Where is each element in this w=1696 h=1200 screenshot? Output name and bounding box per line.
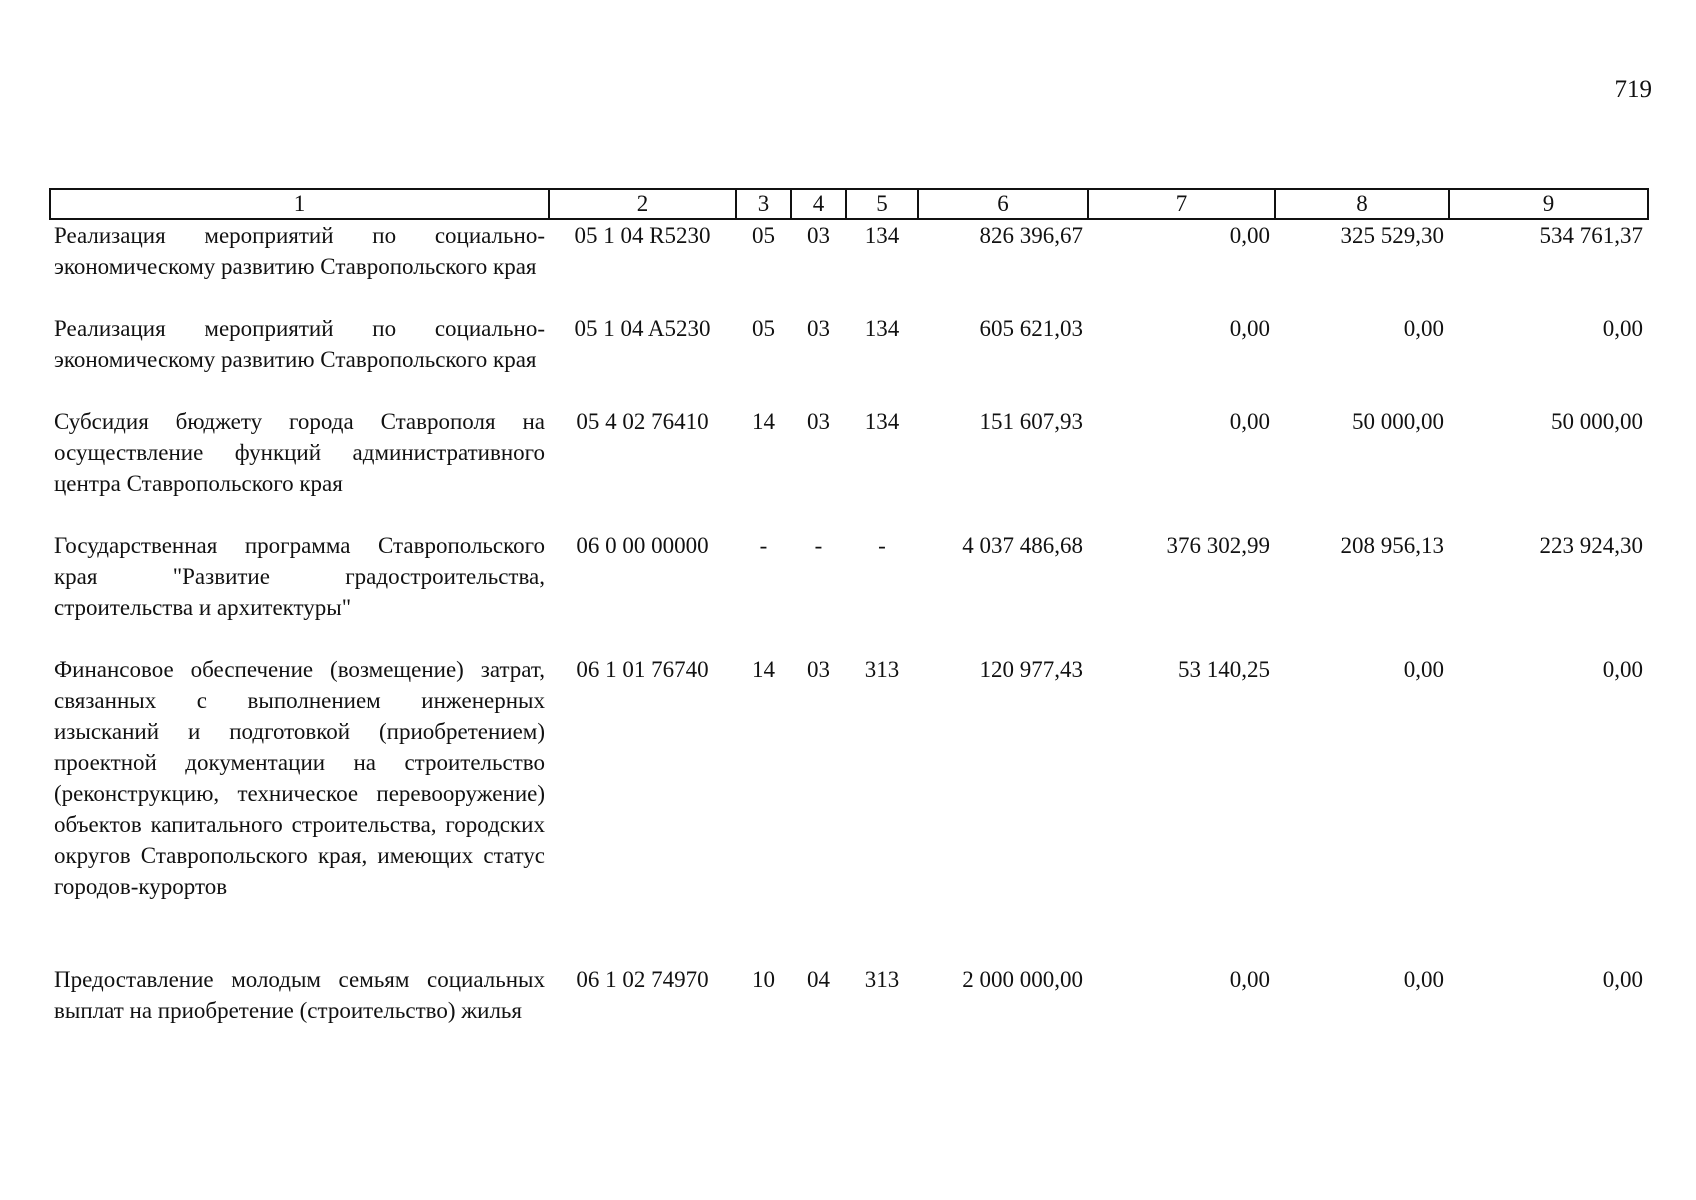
row-code: 05 4 02 76410	[576, 409, 709, 434]
table-row	[50, 219, 1648, 313]
row-section: 10	[752, 967, 775, 992]
table-row	[50, 654, 1648, 964]
row-value-8: 0,00	[1403, 967, 1444, 992]
column-header: 6	[918, 189, 1088, 219]
row-value-9: 0,00	[1602, 316, 1643, 341]
budget-table-container	[49, 188, 1649, 1060]
row-value-7: 53 140,25	[1178, 657, 1270, 682]
table-header	[50, 189, 1648, 219]
row-subsection: 03	[807, 316, 830, 341]
row-code: 06 1 01 76740	[576, 657, 709, 682]
row-section: 14	[752, 409, 775, 434]
column-header: 1	[50, 189, 549, 219]
table-row	[50, 964, 1648, 1060]
row-value-6: 151 607,93	[979, 409, 1083, 434]
table-row	[50, 406, 1648, 530]
row-section: 05	[752, 223, 775, 248]
row-section: 05	[752, 316, 775, 341]
budget-table	[49, 188, 1649, 1060]
header-row	[50, 189, 1648, 219]
table-row	[50, 313, 1648, 406]
row-value-7: 0,00	[1229, 316, 1270, 341]
row-value-6: 605 621,03	[979, 316, 1083, 341]
row-value-8: 50 000,00	[1352, 409, 1444, 434]
table-body	[50, 219, 1648, 1060]
row-value-6: 4 037 486,68	[962, 533, 1083, 558]
row-value-7: 0,00	[1229, 967, 1270, 992]
row-code: 06 1 02 74970	[576, 967, 709, 992]
row-value-6: 826 396,67	[979, 223, 1083, 248]
row-subsection: -	[814, 533, 823, 558]
row-subsection: 04	[807, 967, 830, 992]
row-name: Субсидия бюджету города Ставрополя на осуществление функций административного центра Ставропольского края	[54, 409, 545, 496]
row-value-9: 0,00	[1602, 967, 1643, 992]
row-kind: -	[878, 533, 886, 558]
row-value-8: 208 956,13	[1340, 533, 1444, 558]
row-value-7: 0,00	[1229, 409, 1270, 434]
row-value-8: 0,00	[1403, 657, 1444, 682]
row-value-7: 376 302,99	[1166, 533, 1270, 558]
row-value-9: 0,00	[1602, 657, 1643, 682]
row-value-9: 50 000,00	[1551, 409, 1643, 434]
row-subsection: 03	[807, 657, 830, 682]
row-code: 06 0 00 00000	[576, 533, 709, 558]
row-section: -	[759, 533, 768, 558]
row-code: 05 1 04 A5230	[574, 316, 711, 341]
row-subsection: 03	[807, 223, 830, 248]
row-value-8: 0,00	[1403, 316, 1444, 341]
column-header: 8	[1275, 189, 1449, 219]
row-name: Реализация мероприятий по социально-экономическому развитию Ставропольского края	[54, 223, 545, 279]
row-name: Финансовое обеспечение (возмещение) затрат, связанных с выполнением инженерных изысканий и подготовкой (приобретением) проектной документации на строительство (реконструкцию, техническое перевооружение) объектов капитального строительства, городских округов Ставропольского края, имеющих статус городов-курортов	[54, 657, 545, 899]
row-name: Реализация мероприятий по социально-экономическому развитию Ставропольского края	[54, 316, 545, 372]
row-value-6: 2 000 000,00	[962, 967, 1083, 992]
table-row	[50, 530, 1648, 654]
column-header: 4	[791, 189, 846, 219]
row-value-7: 0,00	[1229, 223, 1270, 248]
row-code: 05 1 04 R5230	[574, 223, 711, 248]
column-header: 3	[736, 189, 791, 219]
row-value-9: 534 761,37	[1539, 223, 1643, 248]
row-kind: 134	[864, 223, 900, 248]
row-subsection: 03	[807, 409, 830, 434]
row-kind: 134	[864, 409, 900, 434]
row-name: Предоставление молодым семьям социальных выплат на приобретение (строительство) жилья	[54, 967, 545, 1023]
row-value-8: 325 529,30	[1340, 223, 1444, 248]
row-name: Государственная программа Ставропольского края "Развитие градостроительства, строительства и архитектуры"	[54, 533, 545, 620]
row-section: 14	[752, 657, 775, 682]
row-value-6: 120 977,43	[979, 657, 1083, 682]
row-kind: 134	[864, 316, 900, 341]
column-header: 5	[846, 189, 918, 219]
row-kind: 313	[864, 967, 900, 992]
page-number: 719	[1614, 76, 1652, 103]
row-kind: 313	[864, 657, 900, 682]
column-header: 9	[1449, 189, 1648, 219]
column-header: 7	[1088, 189, 1275, 219]
column-header: 2	[549, 189, 736, 219]
row-value-9: 223 924,30	[1539, 533, 1643, 558]
